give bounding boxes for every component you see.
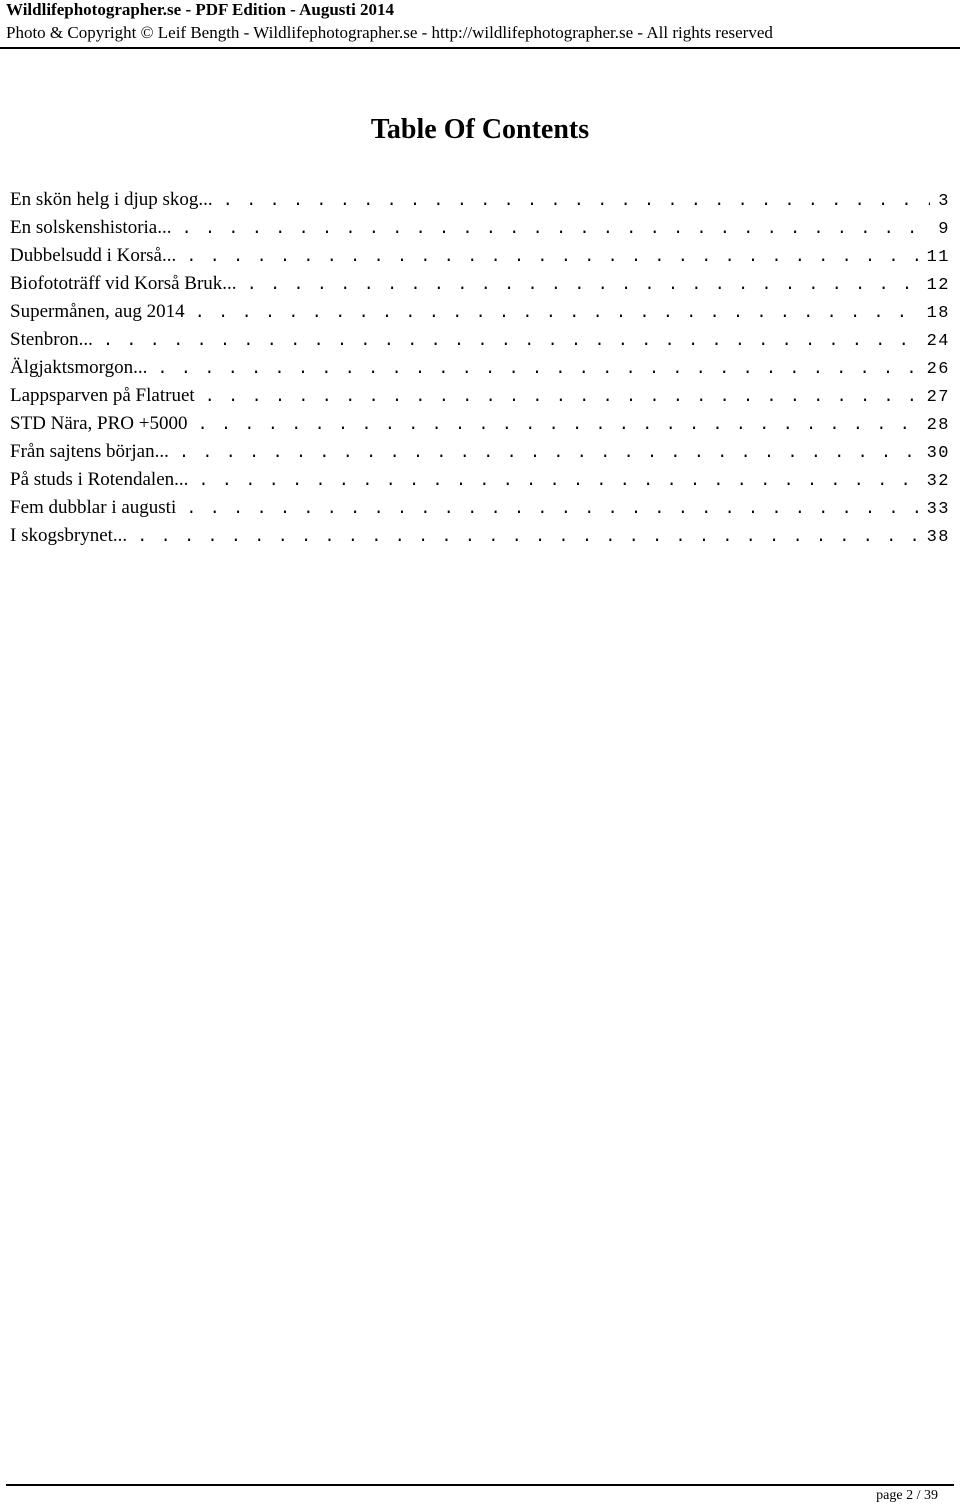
toc-entry-label: I skogsbrynet... (10, 525, 128, 546)
footer-divider (6, 1484, 954, 1486)
toc-entry-page: 24 (926, 332, 950, 351)
toc-entry[interactable] (10, 214, 950, 242)
toc-entry[interactable] (10, 186, 950, 214)
toc-dot-leader (93, 328, 919, 354)
toc-entry-label: Stenbron... (10, 329, 93, 350)
toc-title: Table Of Contents (370, 114, 590, 145)
header-subtitle: Photo & Copyright © Leif Bength - Wildlifephotographer.se - http://wildlifephotographer.se - All rights reserved (6, 23, 773, 42)
toc-entry-label: Biofototräff vid Korså Bruk... (10, 273, 237, 294)
toc-entry-page: 28 (926, 416, 950, 435)
toc-dot-leader (195, 384, 919, 410)
toc-dot-leader (176, 496, 918, 522)
toc-entry[interactable] (10, 410, 950, 438)
toc-dot-leader (188, 412, 919, 438)
toc-entry-label: Dubbelsudd i Korså... (10, 245, 177, 266)
toc-entry[interactable] (10, 438, 950, 466)
toc-entry-label: Fem dubblar i augusti (10, 497, 177, 518)
toc-dot-leader (176, 244, 918, 270)
page-header (6, 0, 954, 43)
toc-dot-leader (172, 216, 931, 242)
toc-entry-label: Från sajtens början... (10, 441, 169, 462)
toc-entry-label: STD Nära, PRO +5000 (10, 413, 188, 434)
toc-entry[interactable] (10, 354, 950, 382)
toc-entry[interactable] (10, 494, 950, 522)
toc-dot-leader (188, 468, 918, 494)
toc-dot-leader (147, 356, 918, 382)
toc-entry-label: Lappsparven på Flatruet (10, 385, 195, 406)
toc-dot-leader (213, 188, 931, 214)
toc-dot-leader (237, 272, 919, 298)
toc-entry-label: Älgjaktsmorgon... (10, 357, 148, 378)
toc-entry[interactable] (10, 270, 950, 298)
toc-entry-label: En skön helg i djup skog... (10, 189, 213, 210)
header-divider (0, 47, 960, 49)
toc-entry-page: 11 (926, 248, 950, 267)
toc-entry[interactable] (10, 298, 950, 326)
toc-entry-page: 38 (926, 528, 950, 547)
toc-entry[interactable] (10, 466, 950, 494)
toc-entry-label: På studs i Rotendalen... (10, 469, 189, 490)
toc-entry[interactable] (10, 522, 950, 550)
toc-dot-leader (169, 440, 919, 466)
toc-entry-page: 32 (926, 472, 950, 491)
header-title: Wildlifephotographer.se - PDF Edition - Augusti 2014 (6, 0, 395, 19)
toc-entry-label: Supermånen, aug 2014 (10, 301, 185, 322)
toc-entry-page: 18 (926, 304, 950, 323)
toc-entry-page: 30 (926, 444, 950, 463)
toc-dot-leader (185, 300, 919, 326)
toc-entry-label: En solskenshistoria... (10, 217, 172, 238)
toc-entry-page: 3 (938, 192, 950, 211)
toc-entry-page: 12 (926, 276, 950, 295)
toc-entry-page: 33 (926, 500, 950, 519)
toc-entry-page: 26 (926, 360, 950, 379)
toc-entry[interactable] (10, 326, 950, 354)
toc-entry[interactable] (10, 242, 950, 270)
page-indicator: page 2 / 39 (876, 1488, 938, 1503)
toc-dot-leader (127, 524, 918, 550)
toc-entry[interactable] (10, 382, 950, 410)
toc-entry-page: 27 (926, 388, 950, 407)
toc-list (10, 186, 950, 550)
toc-entry-page: 9 (938, 220, 950, 239)
